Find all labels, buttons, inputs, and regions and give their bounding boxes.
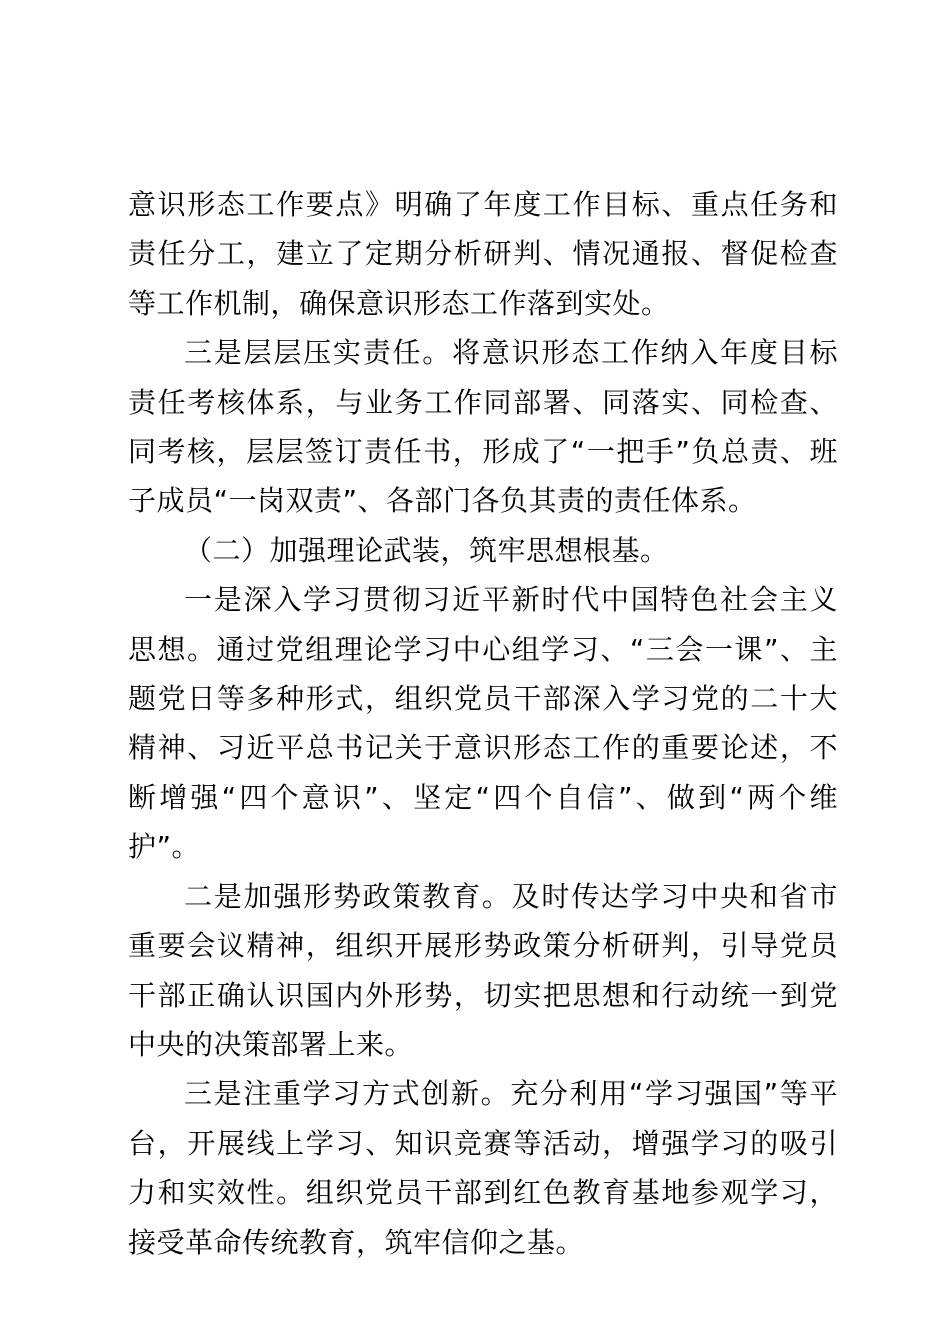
section-heading-theory: （二）加强理论武装，筑牢思想根基。: [184, 533, 669, 567]
paragraph-responsibility: 三是层层压实责任。将意识形态工作纳入年度目标责任考核体系，与业务工作同部署、同落实、同检查、同考核，层层签订责任书，形成了“一把手”负总责、班子成员“一岗双责”、各部门各负其责的责任体系。: [128, 336, 838, 518]
document-body: [128, 180, 838, 1267]
paragraph-learning-innovation: 三是注重学习方式创新。充分利用“学习强国”等平台，开展线上学习、知识竞赛等活动，增强学习的吸引力和实效性。组织党员干部到红色教育基地参观学习，接受革命传统教育，筑牢信仰之基。: [128, 1077, 838, 1259]
paragraph-study-thought: 一是深入学习贯彻习近平新时代中国特色社会主义思想。通过党组理论学习中心组学习、“三会一课”、主题党日等多种形式，组织党员干部深入学习党的二十大精神、习近平总书记关于意识形态工作的重要论述，不断增强“四个意识”、坚定“四个自信”、做到“两个维护”。: [128, 583, 838, 864]
paragraph-policy-education: 二是加强形势政策教育。及时传达学习中央和省市重要会议精神，组织开展形势政策分析研判，引导党员干部正确认识国内外形势，切实把思想和行动统一到党中央的决策部署上来。: [128, 879, 838, 1061]
paragraph-continuation: 意识形态工作要点》明确了年度工作目标、重点任务和责任分工，建立了定期分析研判、情况通报、督促检查等工作机制，确保意识形态工作落到实处。: [128, 188, 838, 320]
